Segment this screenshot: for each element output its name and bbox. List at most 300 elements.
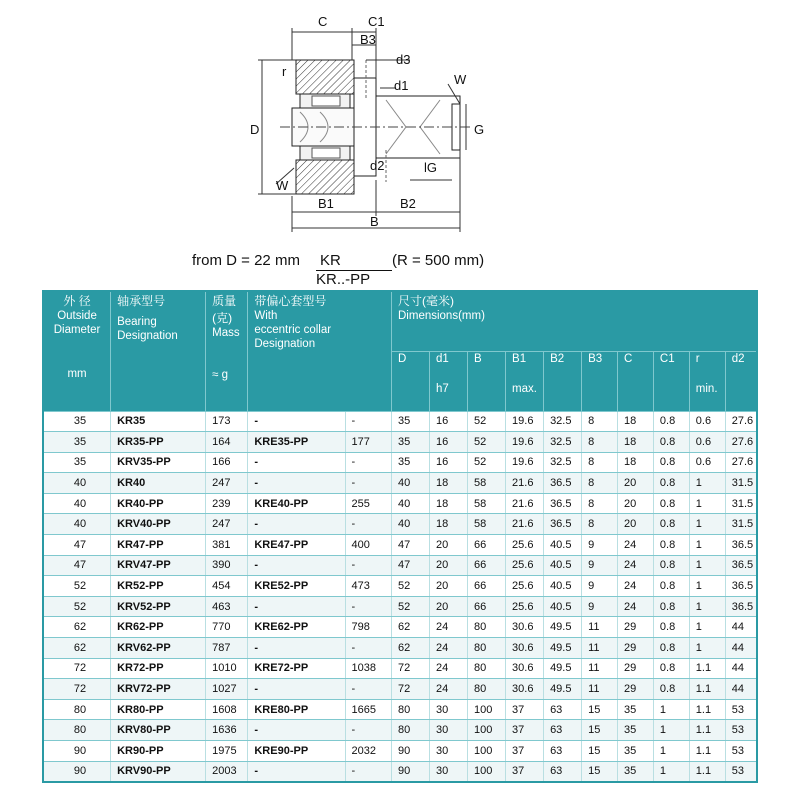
cell-eccentric-designation: - <box>248 596 345 617</box>
cell-B: 100 <box>468 741 506 762</box>
cell-d2: 44 <box>725 658 757 679</box>
cell-d2: 36.5 <box>725 555 757 576</box>
cell-outside-diameter: 90 <box>43 761 111 782</box>
cell-B: 80 <box>468 658 506 679</box>
cell-d1: 20 <box>430 596 468 617</box>
table-row <box>43 638 757 659</box>
cell-designation: KRV90-PP <box>111 761 206 782</box>
header-dim-d2: d2 <box>725 351 757 411</box>
cell-B3: 9 <box>582 535 618 556</box>
cell-C1: 0.8 <box>653 596 689 617</box>
header-mass: 质量 (克) Mass ≈ g <box>206 291 248 411</box>
header-dim-B3: B3 <box>582 351 618 411</box>
cell-C: 29 <box>617 638 653 659</box>
header-dim-C1: C1 <box>653 351 689 411</box>
cell-B3: 8 <box>582 432 618 453</box>
cell-B: 52 <box>468 432 506 453</box>
cell-d1: 18 <box>430 473 468 494</box>
header-dim-D: D <box>392 351 430 411</box>
cell-r: 1 <box>689 576 725 597</box>
cell-outside-diameter: 80 <box>43 699 111 720</box>
cell-outside-diameter: 40 <box>43 493 111 514</box>
label-d3: d3 <box>396 52 411 67</box>
cell-eccentric-designation: KRE90-PP <box>248 741 345 762</box>
cell-D: 35 <box>392 411 430 432</box>
cell-eccentric-mass: - <box>345 638 391 659</box>
cell-B1: 19.6 <box>506 452 544 473</box>
cell-B: 100 <box>468 761 506 782</box>
cell-eccentric-designation: - <box>248 473 345 494</box>
cell-d1: 30 <box>430 720 468 741</box>
cell-B3: 8 <box>582 473 618 494</box>
cell-r: 0.6 <box>689 411 725 432</box>
label-W-top: W <box>454 72 467 87</box>
cell-outside-diameter: 47 <box>43 555 111 576</box>
label-d1: d1 <box>394 78 409 93</box>
cell-D: 80 <box>392 720 430 741</box>
table-row <box>43 452 757 473</box>
cell-B: 66 <box>468 576 506 597</box>
cell-outside-diameter: 35 <box>43 452 111 473</box>
cell-designation: KR40-PP <box>111 493 206 514</box>
cell-outside-diameter: 35 <box>43 411 111 432</box>
cell-B1: 25.6 <box>506 576 544 597</box>
bearing-section <box>280 60 470 194</box>
cell-mass: 164 <box>206 432 248 453</box>
table-row <box>43 596 757 617</box>
label-d2: d2 <box>370 158 385 173</box>
cell-C1: 0.8 <box>653 411 689 432</box>
cell-mass: 390 <box>206 555 248 576</box>
cell-C: 35 <box>617 741 653 762</box>
cell-mass: 463 <box>206 596 248 617</box>
cell-C: 20 <box>617 473 653 494</box>
cell-eccentric-mass: - <box>345 761 391 782</box>
cell-mass: 166 <box>206 452 248 473</box>
table-row <box>43 411 757 432</box>
cell-designation: KR62-PP <box>111 617 206 638</box>
cell-B2: 32.5 <box>544 411 582 432</box>
label-lG: lG <box>424 160 437 175</box>
cell-C1: 0.8 <box>653 555 689 576</box>
cell-d1: 24 <box>430 658 468 679</box>
cell-d1: 16 <box>430 432 468 453</box>
cell-B1: 30.6 <box>506 658 544 679</box>
header-dim-r: r min. <box>689 351 725 411</box>
cell-B3: 8 <box>582 411 618 432</box>
table-row <box>43 514 757 535</box>
cell-B: 58 <box>468 514 506 535</box>
cell-C: 18 <box>617 411 653 432</box>
cell-B2: 49.5 <box>544 679 582 700</box>
cell-B2: 63 <box>544 741 582 762</box>
cell-eccentric-designation: - <box>248 638 345 659</box>
cell-C1: 0.8 <box>653 493 689 514</box>
cell-C: 29 <box>617 617 653 638</box>
cell-designation: KR35 <box>111 411 206 432</box>
cell-eccentric-mass: 1665 <box>345 699 391 720</box>
cell-d2: 53 <box>725 720 757 741</box>
cell-mass: 239 <box>206 493 248 514</box>
cell-r: 0.6 <box>689 432 725 453</box>
cell-C1: 0.8 <box>653 514 689 535</box>
table-row <box>43 679 757 700</box>
cell-eccentric-designation: - <box>248 679 345 700</box>
cell-d2: 36.5 <box>725 535 757 556</box>
header-dim-B1: B1 max. <box>506 351 544 411</box>
label-B3: B3 <box>360 32 376 47</box>
cell-eccentric-designation: KRE52-PP <box>248 576 345 597</box>
cell-B2: 49.5 <box>544 638 582 659</box>
cell-d1: 24 <box>430 638 468 659</box>
label-r: r <box>282 64 287 79</box>
bearing-technical-drawing <box>0 0 800 250</box>
cell-B1: 30.6 <box>506 679 544 700</box>
cell-outside-diameter: 72 <box>43 679 111 700</box>
cell-eccentric-mass: - <box>345 555 391 576</box>
cell-designation: KR40 <box>111 473 206 494</box>
cell-outside-diameter: 72 <box>43 658 111 679</box>
cell-outside-diameter: 52 <box>43 596 111 617</box>
cell-C: 35 <box>617 699 653 720</box>
cell-designation: KRV80-PP <box>111 720 206 741</box>
cell-d2: 27.6 <box>725 411 757 432</box>
cell-C1: 0.8 <box>653 679 689 700</box>
cell-d2: 44 <box>725 638 757 659</box>
label-C: C <box>318 14 328 29</box>
cell-mass: 1027 <box>206 679 248 700</box>
cell-r: 1 <box>689 514 725 535</box>
cell-B3: 11 <box>582 617 618 638</box>
cell-outside-diameter: 40 <box>43 473 111 494</box>
cell-eccentric-mass: 473 <box>345 576 391 597</box>
cell-mass: 1636 <box>206 720 248 741</box>
table-header <box>43 291 757 411</box>
cell-d2: 31.5 <box>725 514 757 535</box>
cell-designation: KRV52-PP <box>111 596 206 617</box>
cell-outside-diameter: 52 <box>43 576 111 597</box>
cell-d2: 36.5 <box>725 596 757 617</box>
cell-C: 29 <box>617 658 653 679</box>
cell-r: 1.1 <box>689 720 725 741</box>
table-row <box>43 720 757 741</box>
cell-B2: 40.5 <box>544 535 582 556</box>
cell-r: 1.1 <box>689 741 725 762</box>
cell-eccentric-mass: - <box>345 473 391 494</box>
label-B2: B2 <box>400 196 416 211</box>
cell-d2: 44 <box>725 679 757 700</box>
cell-outside-diameter: 90 <box>43 741 111 762</box>
cell-eccentric-mass: 177 <box>345 432 391 453</box>
cell-r: 1 <box>689 638 725 659</box>
cell-B: 52 <box>468 411 506 432</box>
cell-D: 52 <box>392 596 430 617</box>
table-row <box>43 535 757 556</box>
table-row <box>43 761 757 782</box>
cell-mass: 173 <box>206 411 248 432</box>
cell-d2: 36.5 <box>725 576 757 597</box>
cell-B3: 15 <box>582 720 618 741</box>
cell-B3: 9 <box>582 555 618 576</box>
header-eccentric-collar: 带偏心套型号 With eccentric collar Designation <box>248 291 392 411</box>
cell-B2: 32.5 <box>544 452 582 473</box>
cell-eccentric-mass: - <box>345 720 391 741</box>
cell-B2: 40.5 <box>544 576 582 597</box>
cell-d2: 53 <box>725 741 757 762</box>
cell-B2: 40.5 <box>544 596 582 617</box>
cell-eccentric-designation: - <box>248 720 345 741</box>
cell-B3: 8 <box>582 514 618 535</box>
cell-B1: 37 <box>506 761 544 782</box>
cell-mass: 381 <box>206 535 248 556</box>
cell-mass: 247 <box>206 473 248 494</box>
cell-B1: 37 <box>506 720 544 741</box>
cell-d2: 27.6 <box>725 452 757 473</box>
cell-B1: 21.6 <box>506 514 544 535</box>
cell-d1: 30 <box>430 699 468 720</box>
formula-suffix: (R = 500 mm) <box>392 252 485 269</box>
cell-designation: KR72-PP <box>111 658 206 679</box>
cell-C1: 1 <box>653 720 689 741</box>
cell-B2: 36.5 <box>544 493 582 514</box>
cell-B1: 25.6 <box>506 596 544 617</box>
cell-B3: 15 <box>582 699 618 720</box>
cell-designation: KR90-PP <box>111 741 206 762</box>
cell-eccentric-designation: KRE72-PP <box>248 658 345 679</box>
cell-B: 58 <box>468 473 506 494</box>
cell-d1: 20 <box>430 576 468 597</box>
header-dim-d1: d1 h7 <box>430 351 468 411</box>
label-C1: C1 <box>368 14 385 29</box>
cell-d1: 20 <box>430 535 468 556</box>
cell-B: 80 <box>468 679 506 700</box>
cell-B3: 8 <box>582 452 618 473</box>
cell-outside-diameter: 62 <box>43 638 111 659</box>
cell-D: 35 <box>392 452 430 473</box>
cell-eccentric-designation: - <box>248 514 345 535</box>
cell-D: 90 <box>392 761 430 782</box>
cell-B2: 40.5 <box>544 555 582 576</box>
cell-C: 24 <box>617 535 653 556</box>
header-dim-C: C <box>617 351 653 411</box>
cell-eccentric-designation: KRE62-PP <box>248 617 345 638</box>
label-W-bottom: W <box>276 178 289 193</box>
cell-d2: 53 <box>725 761 757 782</box>
cell-designation: KR35-PP <box>111 432 206 453</box>
cell-B1: 30.6 <box>506 617 544 638</box>
cell-designation: KR80-PP <box>111 699 206 720</box>
cell-eccentric-designation: KRE40-PP <box>248 493 345 514</box>
cell-r: 1.1 <box>689 679 725 700</box>
cell-d1: 16 <box>430 452 468 473</box>
cell-D: 35 <box>392 432 430 453</box>
cell-B: 52 <box>468 452 506 473</box>
cell-B2: 63 <box>544 761 582 782</box>
table-row <box>43 555 757 576</box>
cell-B3: 11 <box>582 658 618 679</box>
cell-outside-diameter: 47 <box>43 535 111 556</box>
cell-B2: 63 <box>544 720 582 741</box>
cell-B3: 8 <box>582 493 618 514</box>
cell-B3: 9 <box>582 576 618 597</box>
cell-mass: 787 <box>206 638 248 659</box>
cell-B1: 21.6 <box>506 493 544 514</box>
cell-d1: 18 <box>430 514 468 535</box>
cell-B1: 37 <box>506 699 544 720</box>
cell-B1: 37 <box>506 741 544 762</box>
cell-C1: 1 <box>653 761 689 782</box>
cell-designation: KR47-PP <box>111 535 206 556</box>
cell-designation: KRV62-PP <box>111 638 206 659</box>
cell-r: 1 <box>689 617 725 638</box>
cell-d2: 31.5 <box>725 493 757 514</box>
cell-D: 72 <box>392 679 430 700</box>
cell-C1: 1 <box>653 699 689 720</box>
cell-d2: 31.5 <box>725 473 757 494</box>
cell-B2: 36.5 <box>544 473 582 494</box>
cell-B: 66 <box>468 535 506 556</box>
header-dim-B: B <box>468 351 506 411</box>
cell-d1: 16 <box>430 411 468 432</box>
cell-B: 100 <box>468 720 506 741</box>
cell-outside-diameter: 35 <box>43 432 111 453</box>
cell-eccentric-mass: - <box>345 679 391 700</box>
cell-eccentric-mass: - <box>345 411 391 432</box>
cell-B: 66 <box>468 555 506 576</box>
cell-eccentric-mass: - <box>345 514 391 535</box>
cell-d1: 24 <box>430 679 468 700</box>
cell-B3: 11 <box>582 679 618 700</box>
cell-B1: 19.6 <box>506 411 544 432</box>
cell-B2: 32.5 <box>544 432 582 453</box>
label-D: D <box>250 122 260 137</box>
table-row <box>43 493 757 514</box>
cell-designation: KRV40-PP <box>111 514 206 535</box>
cell-eccentric-designation: KRE35-PP <box>248 432 345 453</box>
cell-eccentric-mass: - <box>345 596 391 617</box>
cell-C1: 0.8 <box>653 473 689 494</box>
cell-designation: KRV47-PP <box>111 555 206 576</box>
cell-eccentric-designation: - <box>248 555 345 576</box>
cell-C1: 0.8 <box>653 658 689 679</box>
cell-B: 58 <box>468 493 506 514</box>
cell-eccentric-designation: - <box>248 452 345 473</box>
cell-B3: 9 <box>582 596 618 617</box>
cell-C1: 0.8 <box>653 535 689 556</box>
cell-C: 24 <box>617 555 653 576</box>
label-B: B <box>370 214 379 229</box>
cell-C1: 0.8 <box>653 576 689 597</box>
cell-D: 47 <box>392 555 430 576</box>
cell-d1: 24 <box>430 617 468 638</box>
header-outside-diameter: 外 径 Outside Diameter mm <box>43 291 111 411</box>
spec-table <box>42 290 758 783</box>
cell-D: 62 <box>392 638 430 659</box>
cell-C: 29 <box>617 679 653 700</box>
cell-D: 40 <box>392 473 430 494</box>
cell-B: 100 <box>468 699 506 720</box>
header-bearing-designation: 轴承型号 Bearing Designation <box>111 291 206 411</box>
cell-eccentric-designation: KRE80-PP <box>248 699 345 720</box>
cell-C: 18 <box>617 452 653 473</box>
cell-B3: 15 <box>582 741 618 762</box>
cell-C: 35 <box>617 761 653 782</box>
header-dimensions: 尺寸(毫米) Dimensions(mm) <box>392 291 758 351</box>
cell-B3: 15 <box>582 761 618 782</box>
cell-B1: 19.6 <box>506 432 544 453</box>
cell-B1: 21.6 <box>506 473 544 494</box>
cell-r: 1 <box>689 493 725 514</box>
header-dim-B2: B2 <box>544 351 582 411</box>
cell-r: 1 <box>689 555 725 576</box>
cell-outside-diameter: 62 <box>43 617 111 638</box>
table-row <box>43 432 757 453</box>
cell-mass: 1010 <box>206 658 248 679</box>
cell-C1: 0.8 <box>653 638 689 659</box>
cell-eccentric-mass: 1038 <box>345 658 391 679</box>
cell-B2: 36.5 <box>544 514 582 535</box>
formula-prefix: from D = 22 mm <box>192 252 300 269</box>
cell-d2: 27.6 <box>725 432 757 453</box>
cell-D: 80 <box>392 699 430 720</box>
cell-C: 20 <box>617 493 653 514</box>
cell-C: 18 <box>617 432 653 453</box>
cell-D: 40 <box>392 514 430 535</box>
cell-eccentric-designation: KRE47-PP <box>248 535 345 556</box>
cell-d1: 18 <box>430 493 468 514</box>
cell-B2: 49.5 <box>544 658 582 679</box>
cell-D: 72 <box>392 658 430 679</box>
cell-r: 1.1 <box>689 658 725 679</box>
formula-denominator: KR..-PP <box>316 270 392 288</box>
table-row <box>43 617 757 638</box>
label-G: G <box>474 122 485 137</box>
cell-r: 0.6 <box>689 452 725 473</box>
table-row <box>43 658 757 679</box>
table-row <box>43 576 757 597</box>
cell-designation: KRV72-PP <box>111 679 206 700</box>
cell-C1: 0.8 <box>653 432 689 453</box>
cell-C: 24 <box>617 596 653 617</box>
cell-B3: 11 <box>582 638 618 659</box>
cell-d1: 30 <box>430 741 468 762</box>
table-body <box>43 411 757 782</box>
cell-eccentric-mass: 255 <box>345 493 391 514</box>
label-B1: B1 <box>318 196 334 211</box>
cell-D: 52 <box>392 576 430 597</box>
cell-r: 1.1 <box>689 761 725 782</box>
cell-mass: 454 <box>206 576 248 597</box>
table-row <box>43 473 757 494</box>
cell-r: 1 <box>689 473 725 494</box>
cell-C1: 1 <box>653 741 689 762</box>
cell-r: 1.1 <box>689 699 725 720</box>
cell-designation: KR52-PP <box>111 576 206 597</box>
cell-B1: 25.6 <box>506 535 544 556</box>
cell-d1: 30 <box>430 761 468 782</box>
cell-outside-diameter: 80 <box>43 720 111 741</box>
cell-D: 62 <box>392 617 430 638</box>
cell-D: 40 <box>392 493 430 514</box>
cell-designation: KRV35-PP <box>111 452 206 473</box>
cell-eccentric-designation: - <box>248 761 345 782</box>
table-row <box>43 741 757 762</box>
cell-mass: 1975 <box>206 741 248 762</box>
cell-outside-diameter: 40 <box>43 514 111 535</box>
cell-eccentric-mass: - <box>345 452 391 473</box>
cell-B2: 49.5 <box>544 617 582 638</box>
cell-mass: 2003 <box>206 761 248 782</box>
